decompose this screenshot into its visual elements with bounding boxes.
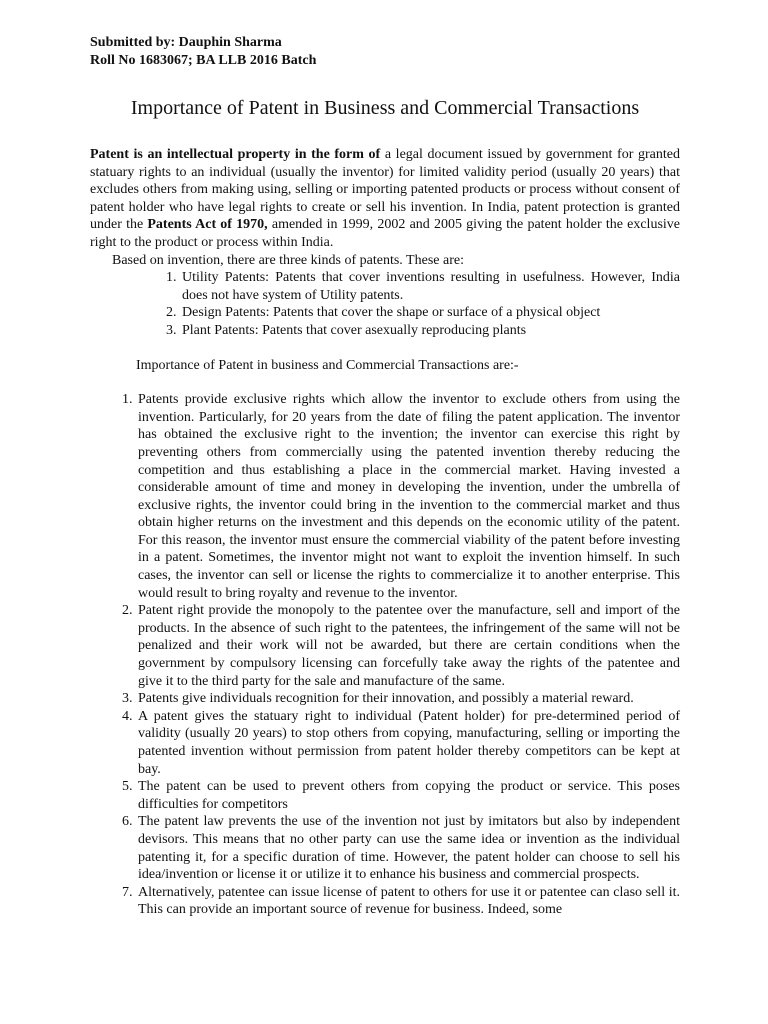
- intro-bold-act: Patents Act of 1970,: [147, 217, 268, 233]
- importance-intro: Importance of Patent in business and Commercial Transactions are:-: [136, 357, 519, 373]
- importance-list: [90, 391, 680, 919]
- list-item: 6. The patent law prevents the use of the invention not just by imitators but also by independent devisors. This means that no other party can use the same idea or invention as the individual patenting it, for a specific duration of time. However, the patent holder can choose to sell his idea/invention or license it or utilize it to enhance his business and commercial prospects.: [136, 813, 680, 883]
- list-item: 1. Utility Patents: Patents that cover inventions resulting in usefulness. However, India does not have system of Utility patents.: [180, 269, 680, 304]
- list-item: 1. Patents provide exclusive rights which allow the inventor to exclude others from using the invention. Particularly, for 20 years from the date of filing the patent application. The inventor has obtained the exclusive right to the invention; the inventor can exercise this right by preventing others from commercially using the patented invention thereby reducing the competition and thus establishing a place in the commercial market. Having invested a considerable amount of time and money in developing the invention, under the umbrella of exclusive rights, the inventor could bring in the invention to the commercial market and thus obtain higher returns on the investment and this depends on the economic utility of the patent. For this reason, the inventor must ensure the commercial viability of the patent before investing in a patent. Sometimes, the inventor might not want to exploit the invention himself. In such cases, the inventor can sell or license the rights to commercialize it to another enterprise. This would result to bring royalty and revenue to the inventor.: [136, 391, 680, 602]
- page-title: Importance of Patent in Business and Commercial Transactions: [130, 97, 640, 119]
- list-item: 4. A patent gives the statuary right to individual (Patent holder) for pre-determined period of validity (usually 20 years) to stop others from copying, manufacturing, selling or importing the patented invention without permission from patent holder thereby competitors can be kept at bay.: [136, 708, 680, 778]
- intro-paragraph: [90, 146, 680, 252]
- submitted-by: Submitted by: Dauphin Sharma: [90, 35, 282, 50]
- kinds-list: [90, 269, 680, 339]
- list-item: 3. Plant Patents: Patents that cover asexually reproducing plants: [180, 322, 680, 340]
- intro-bold-start: Patent is an intellectual property in the form of: [90, 147, 381, 162]
- intro-text-1: a legal document issued by government for granted statuary rights to an individual (usually the inventor) for limited validity period (usually 20 years) that excludes others from making using, selling or importing patented products or process without consent of patent holder who have legal rights to create or sell his invention. In India, patent protection is granted under the: [90, 147, 680, 233]
- list-item: 7. Alternatively, patentee can issue license of patent to others for use it or patentee can claso sell it. This can provide an important source of revenue for business. Indeed, some: [136, 884, 680, 919]
- list-item: 2. Patent right provide the monopoly to the patentee over the manufacture, sell and import of the products. In the absence of such right to the patentees, the infringement of the same will not be penalized and their work will not be awarded, but there are certain conditions when the government by compulsory licensing can forcefully take away the rights of the patentee and give it to the third party for the sale and manufacture of the same.: [136, 602, 680, 690]
- kinds-intro: Based on invention, there are three kinds of patents. These are:: [112, 252, 464, 268]
- list-item: 3. Patents give individuals recognition for their innovation, and possibly a material reward.: [136, 690, 680, 708]
- list-item: 5. The patent can be used to prevent others from copying the product or service. This poses difficulties for competitors: [136, 778, 680, 813]
- intro-text-2: amended in 1999, 2002 and 2005 giving the patent holder the exclusive right to the product or process within India.: [90, 217, 680, 250]
- list-item: 2. Design Patents: Patents that cover the shape or surface of a physical object: [180, 304, 680, 322]
- roll-number: Roll No 1683067; BA LLB 2016 Batch: [90, 53, 317, 68]
